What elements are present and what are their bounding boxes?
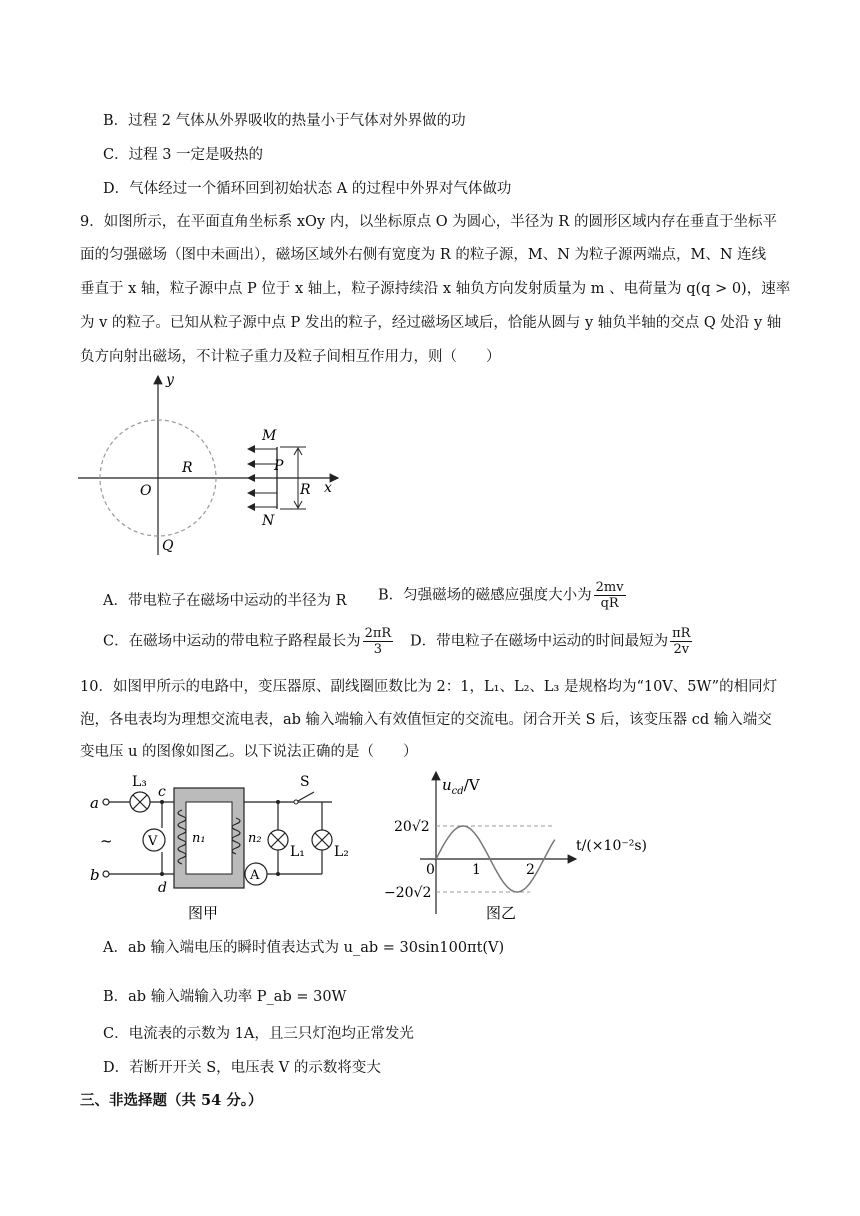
- q10-option-a: A．ab 输入端电压的瞬时值表达式为 u_ab = 30sin100πt(V): [103, 940, 505, 956]
- q10-stem-line-2: 泡，各电表均为理想交流电表，ab 输入端输入有效值恒定的交流电。闭合开关 S 后，该变压器 cd 输入端交: [80, 712, 772, 728]
- q9-stem-line-4: 为 v 的粒子。已知从粒子源中点 P 发出的粒子，经过磁场区域后，恰能从圆与 y 轴负半轴的交点 Q 处沿 y 轴: [80, 315, 782, 331]
- point-p-label: P: [274, 458, 284, 474]
- q9-option-b-text: B．匀强磁场的磁感应强度大小为: [378, 587, 592, 604]
- q9-option-c: [103, 626, 395, 657]
- lamp-l2-label: L₂: [334, 844, 349, 860]
- section-3-heading: 三、非选择题（共 54 分。）: [80, 1092, 263, 1109]
- ammeter-symbol: A: [250, 868, 260, 883]
- graph-ymin-label: −20√2: [384, 885, 432, 901]
- lamp-l3-label: L₃: [132, 774, 147, 790]
- q8-option-b: B．过程 2 气体从外界吸收的热量小于气体对外界做的功: [103, 113, 466, 129]
- fraction-numerator: πR: [672, 626, 691, 641]
- y-axis-label: y: [166, 372, 174, 388]
- ac-source-symbol: ~: [100, 832, 113, 850]
- q9-stem-line-1: 9．如图所示，在平面直角坐标系 xOy 内，以坐标原点 O 为圆心，半径为 R 的圆形区域内存在垂直于坐标平: [80, 214, 777, 230]
- q10-option-d: D．若断开开关 S，电压表 V 的示数将变大: [103, 1060, 381, 1076]
- graph-tick-1: 1: [472, 862, 481, 878]
- q9-option-c-fraction: [363, 626, 394, 657]
- source-width-label: R: [300, 482, 311, 498]
- point-n-label: N: [262, 513, 275, 529]
- terminal-a-label: a: [90, 794, 99, 812]
- fraction-denominator: qR: [600, 596, 619, 611]
- q9-option-d-fraction: [670, 626, 692, 657]
- terminal-b-label: b: [90, 866, 100, 884]
- node-c-label: c: [158, 784, 166, 800]
- q9-option-d: [410, 626, 694, 657]
- graph-origin-label: 0: [426, 862, 435, 878]
- q10-circuit-figure: [82, 768, 382, 928]
- q9-magnetic-field-figure: [70, 370, 350, 570]
- graph-ymax-label: 20√2: [394, 819, 430, 835]
- q9-option-c-text: C．在磁场中运动的带电粒子路程最长为: [103, 633, 361, 650]
- x-axis-label: x: [324, 480, 332, 496]
- fraction-denominator: 3: [373, 642, 383, 657]
- q10-voltage-graph: [380, 768, 670, 928]
- q10-option-b: B．ab 输入端输入功率 P_ab = 30W: [103, 989, 347, 1005]
- graph-x-axis-label: t/(×10⁻²s): [576, 838, 647, 854]
- graph-y-axis-label: $u_{cd}/V$: [442, 776, 480, 797]
- primary-turns-label: n₁: [192, 831, 206, 846]
- circle-radius-label: R: [182, 460, 193, 476]
- fraction-denominator: 2v: [673, 642, 690, 657]
- fraction-numerator: 2mv: [595, 580, 624, 595]
- fraction-numerator: 2πR: [364, 626, 392, 641]
- q9-stem-line-3: 垂直于 x 轴，粒子源中点 P 位于 x 轴上，粒子源持续沿 x 轴负方向发射质量为 m 、电荷量为 q(q > 0)，速率: [80, 281, 791, 297]
- lamp-l1-label: L₁: [290, 844, 305, 860]
- q9-option-a: A．带电粒子在磁场中运动的半径为 R: [103, 593, 347, 609]
- q10-stem-line-1: 10．如图甲所示的电路中，变压器原、副线圈匝数比为 2：1，L₁、L₂、L₃ 是规格均为“10V、5W”的相同灯: [80, 679, 778, 695]
- graph-tick-2: 2: [526, 862, 535, 878]
- q10-stem-line-3: 变电压 u 的图像如图乙。以下说法正确的是（ ）: [80, 744, 418, 760]
- point-q-label: Q: [162, 538, 174, 554]
- q8-option-c: C．过程 3 一定是吸热的: [103, 147, 264, 163]
- figure-jia-caption: 图甲: [188, 904, 219, 922]
- point-m-label: M: [262, 428, 277, 444]
- node-d-label: d: [158, 880, 167, 896]
- q10-option-c: C．电流表的示数为 1A，且三只灯泡均正常发光: [103, 1026, 414, 1042]
- q9-option-b-fraction: [594, 580, 626, 611]
- q9-stem-line-5: 负方向射出磁场，不计粒子重力及粒子间相互作用力，则（ ）: [80, 349, 501, 365]
- origin-label: O: [140, 483, 152, 499]
- voltmeter-symbol: V: [148, 834, 158, 849]
- q9-stem-line-2: 面的匀强磁场（图中未画出），磁场区域外右侧有宽度为 R 的粒子源，M、N 为粒子源两端点，M、N 连线: [80, 247, 767, 263]
- secondary-turns-label: n₂: [248, 831, 262, 846]
- switch-s-label: S: [300, 774, 310, 790]
- figure-yi-caption: 图乙: [486, 904, 517, 922]
- q8-option-d: D．气体经过一个循环回到初始状态 A 的过程中外界对气体做功: [103, 181, 512, 197]
- q9-option-d-text: D．带电粒子在磁场中运动的时间最短为: [410, 633, 669, 650]
- q9-option-b: [378, 580, 628, 611]
